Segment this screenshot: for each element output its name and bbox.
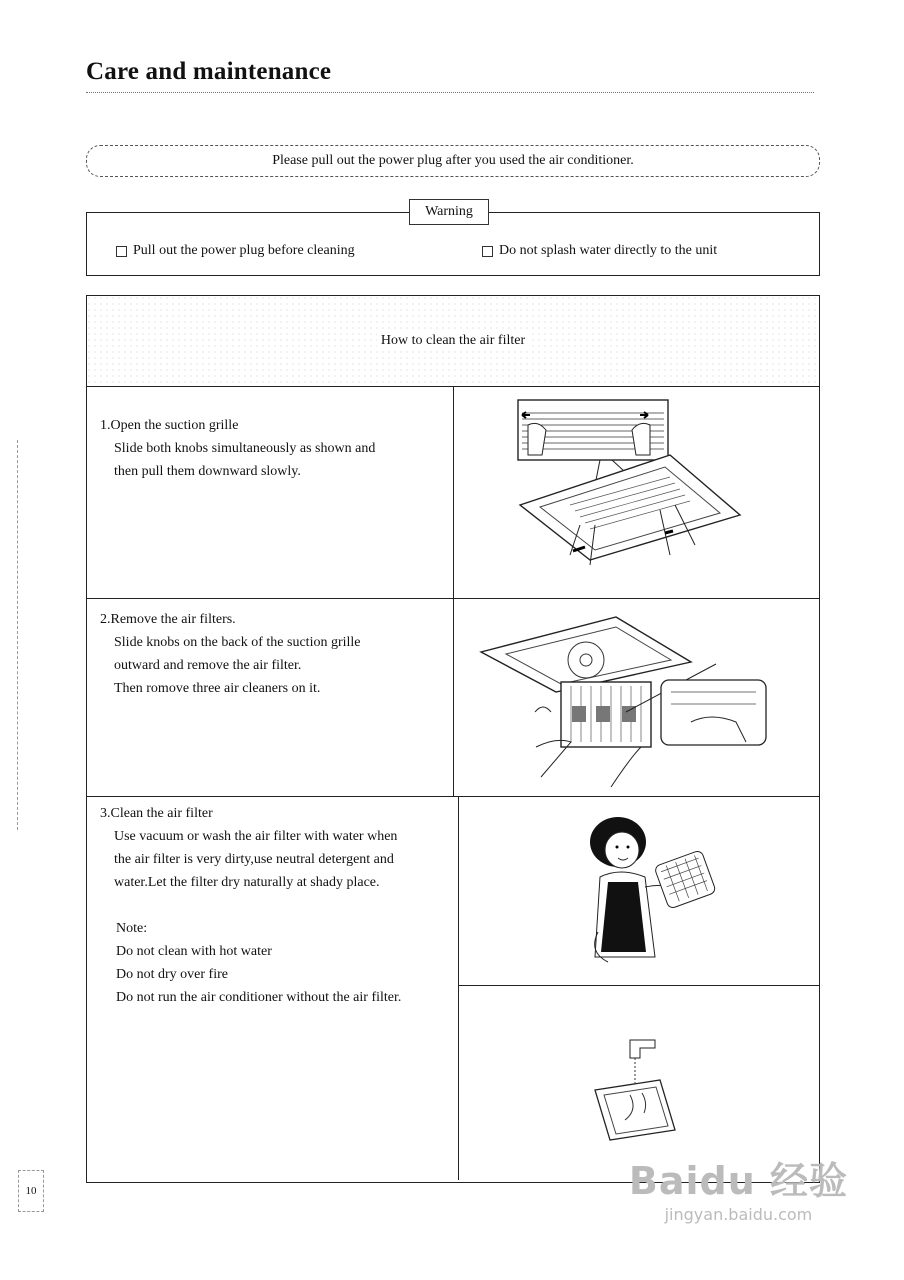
step-line: the air filter is very dirty,use neutral detergent and [114, 852, 394, 867]
step-line: then pull them downward slowly. [114, 464, 301, 479]
note-heading: Note: [116, 921, 148, 936]
step-2 [100, 608, 445, 700]
checkbox-icon [116, 246, 127, 257]
open-grille-illustration [500, 395, 750, 570]
note-block [116, 917, 456, 1009]
note-line: Do not clean with hot water [116, 944, 272, 959]
page-title: Care and maintenance [86, 58, 332, 85]
step-3 [100, 802, 450, 894]
row-divider [458, 985, 820, 986]
step-line: water.Let the filter dry naturally at shady place. [114, 875, 380, 890]
power-plug-notice: Please pull out the power plug after you used the air conditioner. [86, 145, 820, 177]
watermark-url: jingyan.baidu.com [664, 1205, 813, 1224]
row-divider [86, 598, 820, 599]
warning-item-text: Pull out the power plug before cleaning [133, 243, 355, 258]
rinsing-filter-illustration [590, 1035, 690, 1145]
warning-item-text: Do not splash water directly to the unit [499, 243, 718, 258]
remove-filter-illustration [476, 612, 776, 790]
step-heading: 1.Open the suction grille [100, 418, 239, 433]
warning-label: Warning [409, 199, 489, 225]
row-divider [86, 796, 820, 797]
washing-filter-illustration [580, 812, 730, 972]
checkbox-icon [482, 246, 493, 257]
warning-item-no-water [482, 243, 717, 259]
note-line: Do not dry over fire [116, 967, 228, 982]
step-line: outward and remove the air filter. [114, 658, 302, 673]
step-line: Use vacuum or wash the air filter with water when [114, 829, 398, 844]
title-divider [86, 92, 814, 93]
warning-item-unplug [116, 243, 355, 259]
step-line: Slide knobs on the back of the suction grille [114, 635, 361, 650]
page-number: 10 [18, 1170, 44, 1212]
binding-margin [17, 440, 42, 830]
step-1 [100, 414, 445, 483]
column-divider [458, 796, 459, 1180]
step-line: Then romove three air cleaners on it. [114, 681, 321, 696]
step-line: Slide both knobs simultaneously as shown and [114, 441, 376, 456]
section-title: How to clean the air filter [377, 333, 529, 349]
column-divider [453, 386, 454, 796]
step-heading: 2.Remove the air filters. [100, 612, 236, 627]
step-heading: 3.Clean the air filter [100, 806, 213, 821]
watermark-brand: Baidu 经验 [628, 1159, 848, 1203]
watermark [629, 1150, 848, 1224]
section-header [86, 295, 820, 387]
note-line: Do not run the air conditioner without the air filter. [116, 990, 402, 1005]
